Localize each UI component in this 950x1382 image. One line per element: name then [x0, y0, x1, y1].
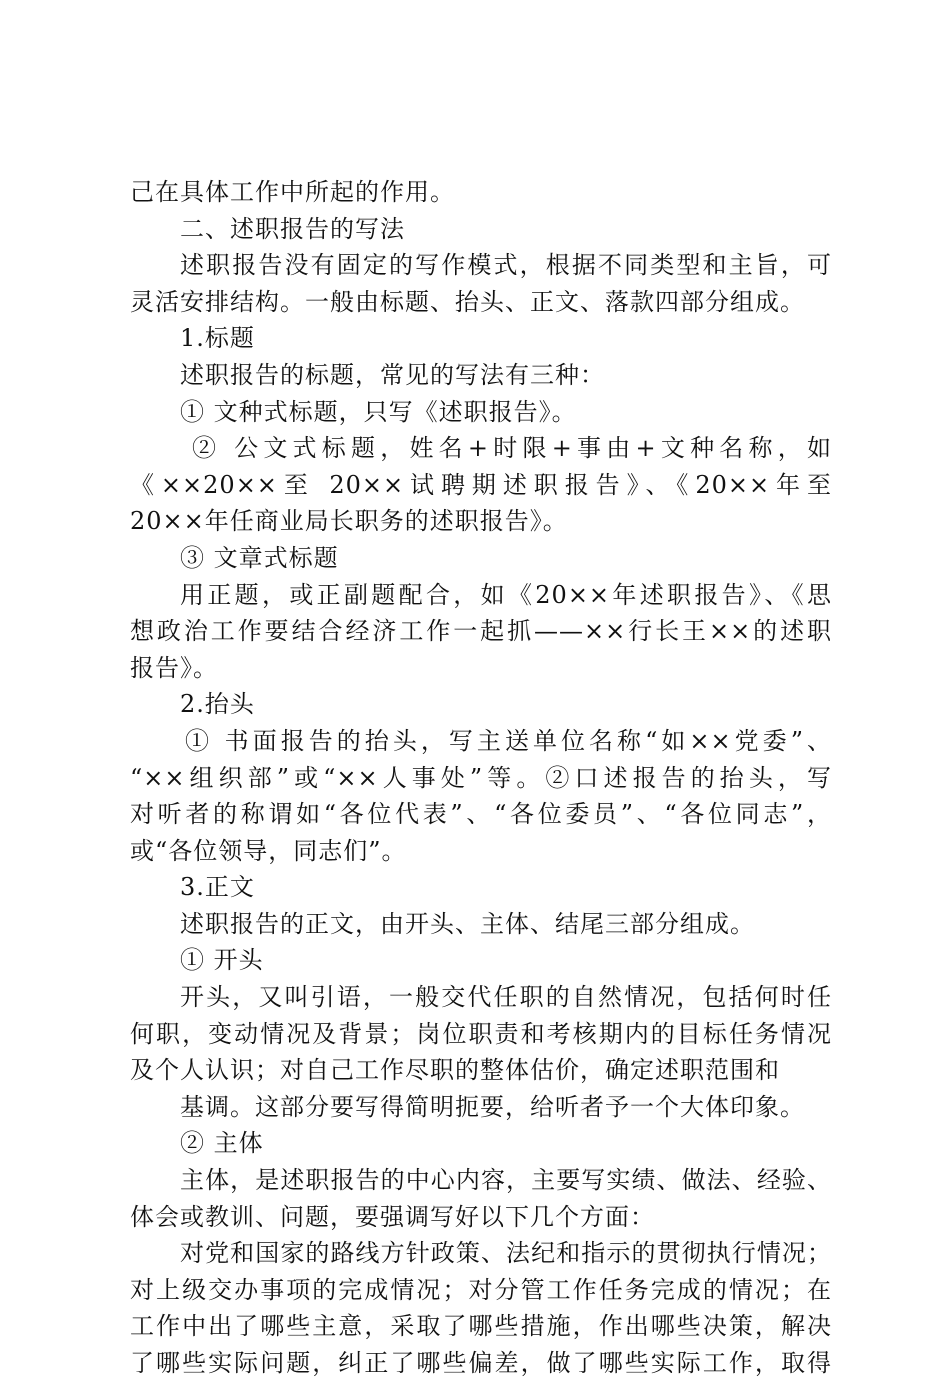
- list-item: ③ 文章式标题: [180, 543, 339, 572]
- paragraph-line: 或“各位领导，同志们”。: [130, 836, 407, 865]
- paragraph-line: 开头，又叫引语，一般交代任职的自然情况，包括何时任: [180, 983, 832, 1012]
- paragraph-line: 主体，是述职报告的中心内容，主要写实绩、做法、经验、: [180, 1166, 832, 1195]
- subsection-heading: 1.标题: [180, 324, 255, 353]
- paragraph-line: 何职，变动情况及背景；岗位职责和考核期内的目标任务情况: [130, 1019, 832, 1048]
- document-body: [130, 174, 832, 1382]
- subsection-heading: 3.正文: [180, 873, 255, 902]
- list-item: ① 书面报告的抬头，写主送单位名称“如××党委”、: [185, 726, 832, 755]
- paragraph-line: 对党和国家的路线方针政策、法纪和指示的贯彻执行情况；: [180, 1239, 832, 1268]
- list-item: ① 开头: [180, 946, 264, 975]
- paragraph-line: 用正题，或正副题配合，如《20××年述职报告》、《思: [180, 580, 832, 609]
- paragraph-line: 想政治工作要结合经济工作一起抓——××行长王××的述职: [130, 617, 832, 646]
- subsection-heading: 2.抬头: [180, 690, 255, 719]
- paragraph-line: 20××年任商业局长职务的述职报告》。: [130, 507, 568, 536]
- paragraph-line: 体会或教训、问题，要强调写好以下几个方面：: [130, 1202, 655, 1231]
- list-item: ② 公文式标题，姓名+时限+事由+文种名称，如: [192, 434, 832, 463]
- paragraph-line: 及个人认识；对自己工作尽职的整体估价，确定述职范围和: [130, 1056, 780, 1085]
- paragraph-line: 述职报告没有固定的写作模式，根据不同类型和主旨，可: [180, 251, 832, 280]
- paragraph-line: 灵活安排结构。一般由标题、抬头、正文、落款四部分组成。: [130, 287, 805, 316]
- list-item: ② 主体: [180, 1129, 264, 1158]
- paragraph-line: 述职报告的标题，常见的写法有三种：: [180, 360, 605, 389]
- paragraph-line: 工作中出了哪些主意，采取了哪些措施，作出哪些决策，解决: [130, 1312, 832, 1341]
- list-item: ① 文种式标题，只写《述职报告》。: [180, 397, 577, 426]
- paragraph-line: 对听者的称谓如“各位代表”、“各位委员”、“各位同志”，: [130, 800, 832, 829]
- paragraph-line: 了哪些实际问题，纠正了哪些偏差，做了哪些实际工作，取得: [130, 1349, 832, 1377]
- section-heading: 二、述职报告的写法: [180, 214, 405, 243]
- paragraph-line: “××组织部”或“××人事处”等。②口述报告的抬头，写: [130, 763, 832, 792]
- paragraph-line: 《××20××至 20××试聘期述职报告》、《20××年至: [130, 470, 832, 499]
- paragraph-line: 述职报告的正文，由开头、主体、结尾三部分组成。: [180, 909, 755, 938]
- paragraph-line: 对上级交办事项的完成情况；对分管工作任务完成的情况；在: [130, 1275, 832, 1304]
- paragraph-line: 报告》。: [130, 653, 218, 682]
- paragraph-line: 基调。这部分要写得简明扼要，给听者予一个大体印象。: [180, 1092, 805, 1121]
- paragraph-line: 己在具体工作中所起的作用。: [130, 178, 455, 206]
